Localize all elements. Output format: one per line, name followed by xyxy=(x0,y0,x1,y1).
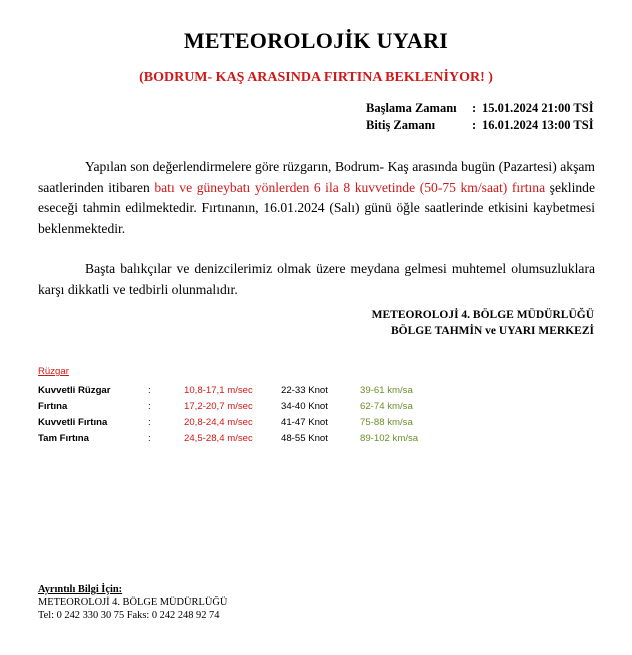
wind-speed-ms: 10,8-17,1 m/sec xyxy=(184,385,253,396)
wind-speed-kmh: 75-88 km/sa xyxy=(360,417,413,428)
table-row xyxy=(38,415,413,431)
start-time-row xyxy=(366,100,594,117)
table-row xyxy=(38,383,413,399)
wind-speed-kmh: 62-74 km/sa xyxy=(360,401,413,412)
end-time-separator: : xyxy=(472,118,477,132)
wind-speed-knot: 22-33 Knot xyxy=(281,385,328,396)
row-separator: : xyxy=(148,417,151,428)
wind-speed-ms: 20,8-24,4 m/sec xyxy=(184,417,253,428)
end-time-value: 16.01.2024 13:00 TSİ xyxy=(482,118,594,132)
contact-info xyxy=(38,583,227,622)
wind-category: Fırtına xyxy=(38,401,68,412)
wind-speed-ms: 24,5-28,4 m/sec xyxy=(184,433,253,444)
document-subtitle: (BODRUM- KAŞ ARASINDA FIRTINA BEKLENİYOR! ) xyxy=(139,70,493,85)
forecast-text-start: Yapılan son değerlendirmelere göre rüzgarın, Bodrum- Kaş arasında bugün (Pazartesi) akşam saatlerinden itibaren xyxy=(38,159,595,195)
caution-paragraph: Başta balıkçılar ve denizcilerimiz olmak üzere meydana gelmesi muhtemel olumsuzluklara karşı dikkatli ve tedbirli olunmalıdır. xyxy=(38,261,595,297)
wind-speed-knot: 48-55 Knot xyxy=(281,433,328,444)
contact-org: METEOROLOJİ 4. BÖLGE MÜDÜRLÜĞÜ xyxy=(38,597,228,608)
wind-speed-kmh: 39-61 km/sa xyxy=(360,385,413,396)
wind-category: Kuvvetli Fırtına xyxy=(38,417,108,428)
forecast-text-end: şeklinde eseceği tahmin edilmektedir. Fırtınanın, 16.01.2024 (Salı) günü öğle saatlerinde etkisini kaybetmesi beklenmektedir. xyxy=(38,179,595,236)
wind-speed-knot: 41-47 Knot xyxy=(281,417,328,428)
forecast-paragraph xyxy=(38,157,595,239)
contact-heading: Ayrıntılı Bilgi İçin: xyxy=(38,584,123,595)
signature-line-2: BÖLGE TAHMİN ve UYARI MERKEZİ xyxy=(391,325,594,337)
table-row xyxy=(38,399,413,415)
row-separator: : xyxy=(148,401,151,412)
start-time-separator: : xyxy=(472,101,477,115)
end-time-label: Bitiş Zamanı xyxy=(366,118,436,132)
start-time-value: 15.01.2024 21:00 TSİ xyxy=(482,101,594,115)
row-separator: : xyxy=(148,433,151,444)
wind-table-heading: Rüzgar xyxy=(38,366,69,377)
wind-category: Kuvvetli Rüzgar xyxy=(38,385,111,396)
end-time-row xyxy=(366,117,594,134)
wind-speed-knot: 34-40 Knot xyxy=(281,401,328,412)
forecast-highlight: batı ve güneybatı yönlerden 6 ila 8 kuvvetinde (50-75 km/saat) fırtına xyxy=(154,179,546,195)
validity-times xyxy=(366,100,594,134)
table-row xyxy=(38,431,419,447)
wind-scale-table xyxy=(38,366,419,447)
row-separator: : xyxy=(148,385,151,396)
wind-category: Tam Fırtına xyxy=(38,433,89,444)
wind-speed-ms: 17,2-20,7 m/sec xyxy=(184,401,253,412)
wind-speed-kmh: 89-102 km/sa xyxy=(360,433,419,444)
contact-phones: Tel: 0 242 330 30 75 Faks: 0 242 248 92 74 xyxy=(38,610,220,621)
signature-line-1: METEOROLOJİ 4. BÖLGE MÜDÜRLÜĞÜ xyxy=(371,309,594,321)
signature-block xyxy=(372,307,594,339)
document-title: METEOROLOJİK UYARI xyxy=(183,28,449,53)
start-time-label: Başlama Zamanı xyxy=(366,101,457,115)
